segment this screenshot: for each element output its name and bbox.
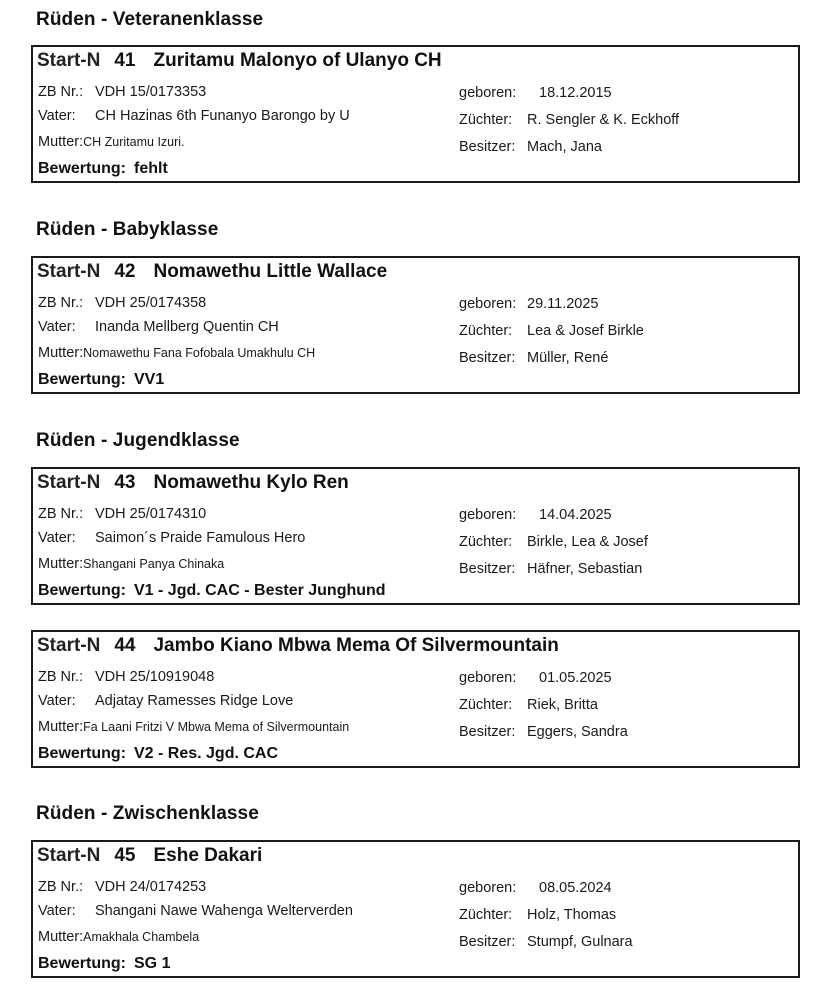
- besitzer-row: [459, 561, 642, 577]
- zuechter-row: [459, 907, 616, 923]
- geboren-row: [459, 507, 612, 523]
- vater-row: [38, 530, 305, 546]
- besitzer-value: Müller, René: [527, 350, 609, 366]
- zb-label: ZB Nr.:: [38, 506, 84, 522]
- entry-card: [31, 45, 800, 183]
- bewertung: [38, 745, 278, 763]
- entry-header: [37, 261, 387, 283]
- zuechter-row: [459, 323, 644, 339]
- mutter-value: CH Zuritamu Izuri.: [83, 135, 185, 149]
- entry-card: [31, 840, 800, 978]
- dog-name: Nomawethu Little Wallace: [153, 261, 388, 282]
- bewertung: [38, 582, 386, 600]
- besitzer-label: Besitzer:: [459, 934, 516, 950]
- vater-row: [38, 319, 279, 335]
- zuechter-row: [459, 112, 679, 128]
- besitzer-label: Besitzer:: [459, 350, 516, 366]
- besitzer-value: Stumpf, Gulnara: [527, 934, 633, 950]
- entry-header: [37, 472, 349, 494]
- besitzer-label: Besitzer:: [459, 561, 516, 577]
- mutter-row: [38, 719, 349, 735]
- vater-value: Saimon´s Praide Famulous Hero: [95, 530, 306, 546]
- start-number: 44: [114, 635, 136, 656]
- zuechter-value: R. Sengler & K. Eckhoff: [527, 112, 680, 128]
- besitzer-row: [459, 724, 628, 740]
- entry-card: [31, 467, 800, 605]
- geboren-value: 14.04.2025: [539, 507, 612, 523]
- dog-name: Zuritamu Malonyo of Ulanyo CH: [153, 50, 442, 71]
- besitzer-value: Häfner, Sebastian: [527, 561, 643, 577]
- section-title-jugendklasse: Rüden - Jugendklasse: [36, 430, 240, 451]
- zuechter-label: Züchter:: [459, 697, 513, 713]
- bewertung-label: Bewertung:: [38, 582, 126, 599]
- start-number: 43: [114, 472, 136, 493]
- dog-name: Nomawethu Kylo Ren: [153, 472, 349, 493]
- geboren-row: [459, 670, 612, 686]
- vater-label: Vater:: [38, 903, 76, 919]
- zuechter-label: Züchter:: [459, 112, 513, 128]
- geboren-label: geboren:: [459, 880, 517, 896]
- zb-row: [38, 879, 206, 895]
- start-number: 41: [114, 50, 136, 71]
- mutter-label: Mutter:: [38, 556, 84, 572]
- bewertung-value: V1 - Jgd. CAC - Bester Junghund: [134, 582, 386, 599]
- besitzer-label: Besitzer:: [459, 724, 516, 740]
- zuechter-label: Züchter:: [459, 534, 513, 550]
- vater-value: CH Hazinas 6th Funanyo Barongo by U: [95, 108, 350, 124]
- zb-row: [38, 669, 214, 685]
- mutter-row: [38, 345, 315, 361]
- entry-header: [37, 845, 262, 867]
- geboren-value: 08.05.2024: [539, 880, 612, 896]
- section-title-babyklasse: Rüden - Babyklasse: [36, 219, 219, 240]
- mutter-row: [38, 556, 224, 572]
- bewertung: [38, 955, 170, 973]
- start-number-label: Start-N: [37, 50, 101, 71]
- mutter-row: [38, 929, 199, 945]
- vater-value: Shangani Nawe Wahenga Welterverden: [95, 903, 353, 919]
- entry-header: [37, 50, 442, 72]
- zb-label: ZB Nr.:: [38, 879, 84, 895]
- zb-row: [38, 84, 206, 100]
- section-title-zwischenklasse: Rüden - Zwischenklasse: [36, 803, 259, 824]
- zb-value: VDH 25/0174310: [95, 506, 207, 522]
- mutter-label: Mutter:: [38, 134, 84, 150]
- vater-label: Vater:: [38, 108, 76, 124]
- zuechter-row: [459, 534, 648, 550]
- geboren-row: [459, 880, 612, 896]
- zuechter-value: Riek, Britta: [527, 697, 598, 713]
- entry-card: [31, 630, 800, 768]
- bewertung-value: fehlt: [134, 160, 168, 177]
- bewertung-label: Bewertung:: [38, 955, 126, 972]
- besitzer-value: Eggers, Sandra: [527, 724, 628, 740]
- vater-value: Adjatay Ramesses Ridge Love: [95, 693, 294, 709]
- start-number: 45: [114, 845, 136, 866]
- zb-label: ZB Nr.:: [38, 295, 84, 311]
- geboren-value: 01.05.2025: [539, 670, 612, 686]
- entry-header: [37, 635, 559, 657]
- zb-value: VDH 15/0173353: [95, 84, 207, 100]
- zb-label: ZB Nr.:: [38, 84, 84, 100]
- vater-row: [38, 693, 293, 709]
- start-number-label: Start-N: [37, 635, 101, 656]
- bewertung-label: Bewertung:: [38, 160, 126, 177]
- geboren-row: [459, 85, 612, 101]
- mutter-label: Mutter:: [38, 719, 84, 735]
- start-number-label: Start-N: [37, 845, 101, 866]
- bewertung-value: V2 - Res. Jgd. CAC: [134, 745, 279, 762]
- mutter-value: Nomawethu Fana Fofobala Umakhulu CH: [83, 346, 316, 360]
- bewertung-value: SG 1: [134, 955, 171, 972]
- start-number-label: Start-N: [37, 261, 101, 282]
- besitzer-value: Mach, Jana: [527, 139, 602, 155]
- besitzer-label: Besitzer:: [459, 139, 516, 155]
- zuechter-value: Holz, Thomas: [527, 907, 617, 923]
- dog-name: Eshe Dakari: [153, 845, 263, 866]
- dog-name: Jambo Kiano Mbwa Mema Of Silvermountain: [153, 635, 559, 656]
- start-number: 42: [114, 261, 136, 282]
- zb-value: VDH 25/0174358: [95, 295, 207, 311]
- zb-row: [38, 506, 206, 522]
- besitzer-row: [459, 934, 633, 950]
- mutter-value: Fa Laani Fritzi V Mbwa Mema of Silvermountain: [83, 720, 350, 734]
- geboren-value: 29.11.2025: [527, 296, 599, 312]
- zb-value: VDH 25/10919048: [95, 669, 215, 685]
- zb-label: ZB Nr.:: [38, 669, 84, 685]
- zb-value: VDH 24/0174253: [95, 879, 207, 895]
- mutter-row: [38, 134, 185, 150]
- geboren-label: geboren:: [459, 507, 517, 523]
- mutter-value: Shangani Panya Chinaka: [83, 557, 225, 571]
- bewertung-value: VV1: [134, 371, 165, 388]
- bewertung: [38, 160, 168, 178]
- vater-label: Vater:: [38, 530, 76, 546]
- geboren-label: geboren:: [459, 670, 517, 686]
- vater-row: [38, 108, 350, 124]
- start-number-label: Start-N: [37, 472, 101, 493]
- mutter-label: Mutter:: [38, 929, 84, 945]
- vater-value: Inanda Mellberg Quentin CH: [95, 319, 279, 335]
- entry-card: [31, 256, 800, 394]
- mutter-value: Amakhala Chambela: [83, 930, 200, 944]
- vater-label: Vater:: [38, 693, 76, 709]
- bewertung: [38, 371, 164, 389]
- zb-row: [38, 295, 206, 311]
- zuechter-row: [459, 697, 598, 713]
- besitzer-row: [459, 350, 608, 366]
- geboren-label: geboren:: [459, 85, 517, 101]
- zuechter-value: Birkle, Lea & Josef: [527, 534, 648, 550]
- bewertung-label: Bewertung:: [38, 371, 126, 388]
- geboren-value: 18.12.2015: [539, 85, 612, 101]
- vater-row: [38, 903, 353, 919]
- zuechter-value: Lea & Josef Birkle: [527, 323, 644, 339]
- zuechter-label: Züchter:: [459, 907, 513, 923]
- mutter-label: Mutter:: [38, 345, 84, 361]
- geboren-row: [459, 296, 599, 312]
- section-title-veteranenklasse: Rüden - Veteranenklasse: [36, 9, 264, 30]
- zuechter-label: Züchter:: [459, 323, 513, 339]
- bewertung-label: Bewertung:: [38, 745, 126, 762]
- besitzer-row: [459, 139, 602, 155]
- geboren-label: geboren:: [459, 296, 517, 312]
- vater-label: Vater:: [38, 319, 76, 335]
